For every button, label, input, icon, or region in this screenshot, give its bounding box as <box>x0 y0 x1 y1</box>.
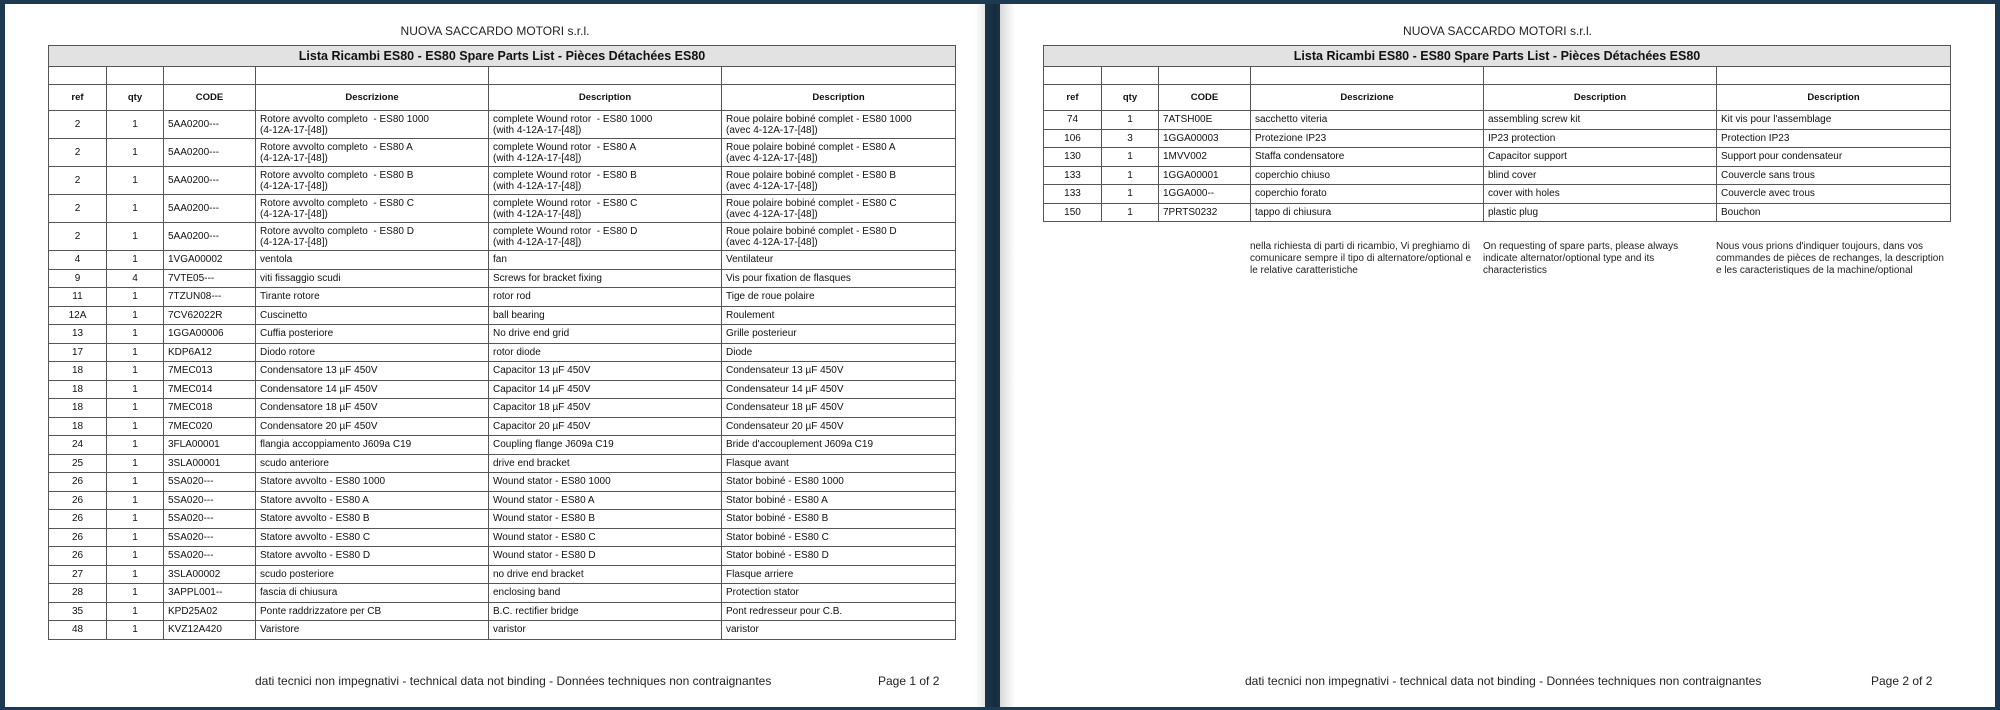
page-number: Page 2 of 2 <box>1871 674 1933 688</box>
qty-cell: 1 <box>107 325 164 344</box>
code-cell: 7MEC018 <box>164 399 256 418</box>
code-cell: 1GGA00001 <box>1159 166 1251 185</box>
table-row <box>49 436 956 455</box>
table-row <box>49 491 956 510</box>
ref-cell: 13 <box>49 325 107 344</box>
qty-cell: 1 <box>1102 148 1159 167</box>
qty-cell: 4 <box>107 269 164 288</box>
descrizione-cell: Rotore avvolto completo - ES80 B (4-12A-17-[48]) <box>256 167 489 195</box>
description-en-cell: rotor diode <box>489 343 722 362</box>
table-row <box>49 195 956 223</box>
qty-cell: 1 <box>107 602 164 621</box>
company-name: NUOVA SACCARDO MOTORI s.r.l. <box>400 24 590 38</box>
descrizione-cell: Statore avvolto - ES80 A <box>256 491 489 510</box>
qty-cell: 1 <box>107 454 164 473</box>
description-en-cell: varistor <box>489 621 722 640</box>
qty-cell: 1 <box>107 251 164 270</box>
qty-cell: 1 <box>107 565 164 584</box>
description-fr-cell: Roue polaire bobiné complet - ES80 D (avec 4-12A-17-[48]) <box>722 223 956 251</box>
col-header-description-fr: Description <box>722 85 956 111</box>
table-row <box>49 362 956 381</box>
description-en-cell: assembling screw kit <box>1484 111 1717 130</box>
code-cell: KPD25A02 <box>164 602 256 621</box>
qty-cell: 1 <box>1102 111 1159 130</box>
description-fr-cell: Bouchon <box>1717 203 1951 222</box>
descrizione-cell: Rotore avvolto completo - ES80 D (4-12A-17-[48]) <box>256 223 489 251</box>
description-fr-cell: Ventilateur <box>722 251 956 270</box>
code-cell: 1MVV002 <box>1159 148 1251 167</box>
qty-cell: 1 <box>107 139 164 167</box>
description-en-cell: complete Wound rotor - ES80 A (with 4-12A-17-[48]) <box>489 139 722 167</box>
description-en-cell: Capacitor support <box>1484 148 1717 167</box>
description-en-cell: B.C. rectifier bridge <box>489 602 722 621</box>
descrizione-cell: Statore avvolto - ES80 D <box>256 547 489 566</box>
descrizione-cell: Tirante rotore <box>256 288 489 307</box>
ref-cell: 26 <box>49 491 107 510</box>
table-row <box>49 343 956 362</box>
ref-cell: 2 <box>49 223 107 251</box>
description-fr-cell: Grille posterieur <box>722 325 956 344</box>
ref-cell: 130 <box>1044 148 1102 167</box>
description-fr-cell: Diode <box>722 343 956 362</box>
descrizione-cell: Varistore <box>256 621 489 640</box>
ref-cell: 18 <box>49 362 107 381</box>
descrizione-cell: Diodo rotore <box>256 343 489 362</box>
col-header-ref: ref <box>49 85 107 111</box>
code-cell: 5SA020--- <box>164 510 256 529</box>
table-row <box>49 584 956 603</box>
descrizione-cell: Statore avvolto - ES80 B <box>256 510 489 529</box>
description-en-cell: No drive end grid <box>489 325 722 344</box>
col-header-code: CODE <box>1159 85 1251 111</box>
description-en-cell: complete Wound rotor - ES80 D (with 4-12A-17-[48]) <box>489 223 722 251</box>
qty-cell: 1 <box>107 417 164 436</box>
code-cell: 5AA0200--- <box>164 139 256 167</box>
code-cell: 7ATSH00E <box>1159 111 1251 130</box>
table-row <box>1044 166 1951 185</box>
description-en-cell: ball bearing <box>489 306 722 325</box>
description-en-cell: plastic plug <box>1484 203 1717 222</box>
description-en-cell: fan <box>489 251 722 270</box>
table-row <box>49 399 956 418</box>
qty-cell: 3 <box>1102 129 1159 148</box>
table-row <box>49 306 956 325</box>
code-cell: 5SA020--- <box>164 528 256 547</box>
table-row <box>1044 148 1951 167</box>
ref-cell: 18 <box>49 399 107 418</box>
description-en-cell: Wound stator - ES80 C <box>489 528 722 547</box>
code-cell: 3SLA00001 <box>164 454 256 473</box>
col-header-code: CODE <box>164 85 256 111</box>
description-en-cell: rotor rod <box>489 288 722 307</box>
qty-cell: 1 <box>107 167 164 195</box>
description-fr-cell: Condensateur 18 µF 450V <box>722 399 956 418</box>
qty-cell: 1 <box>107 362 164 381</box>
spare-parts-table <box>1043 45 1951 222</box>
description-en-cell: complete Wound rotor - ES80 C (with 4-12A-17-[48]) <box>489 195 722 223</box>
table-title: Lista Ricambi ES80 - ES80 Spare Parts List - Pièces Détachées ES80 <box>49 46 956 67</box>
description-en-cell: Wound stator - ES80 A <box>489 491 722 510</box>
table-header-row <box>49 85 956 111</box>
description-en-cell: Capacitor 18 µF 450V <box>489 399 722 418</box>
ref-cell: 2 <box>49 139 107 167</box>
ref-cell: 26 <box>49 547 107 566</box>
description-en-cell: cover with holes <box>1484 185 1717 204</box>
descrizione-cell: Rotore avvolto completo - ES80 C (4-12A-17-[48]) <box>256 195 489 223</box>
qty-cell: 1 <box>107 195 164 223</box>
document-page-1 <box>5 4 985 707</box>
descrizione-cell: ventola <box>256 251 489 270</box>
spare-parts-table <box>48 45 956 640</box>
table-title: Lista Ricambi ES80 - ES80 Spare Parts List - Pièces Détachées ES80 <box>1044 46 1951 67</box>
table-row <box>49 325 956 344</box>
description-fr-cell: Roue polaire bobiné complet - ES80 B (avec 4-12A-17-[48]) <box>722 167 956 195</box>
code-cell: 7VTE05--- <box>164 269 256 288</box>
ref-cell: 4 <box>49 251 107 270</box>
ref-cell: 12A <box>49 306 107 325</box>
footer-disclaimer: dati tecnici non impegnativi - technical data not binding - Données techniques non contraignantes <box>255 674 772 688</box>
table-row <box>49 621 956 640</box>
descrizione-cell: coperchio chiuso <box>1251 166 1484 185</box>
descrizione-cell: Condensatore 14 µF 450V <box>256 380 489 399</box>
table-row <box>49 417 956 436</box>
descrizione-cell: Ponte raddrizzatore per CB <box>256 602 489 621</box>
description-fr-cell: Couvercle avec trous <box>1717 185 1951 204</box>
code-cell: 5AA0200--- <box>164 195 256 223</box>
description-fr-cell: Stator bobiné - ES80 B <box>722 510 956 529</box>
descrizione-cell: Statore avvolto - ES80 C <box>256 528 489 547</box>
ref-cell: 2 <box>49 167 107 195</box>
ref-cell: 24 <box>49 436 107 455</box>
description-fr-cell: Vis pour fixation de flasques <box>722 269 956 288</box>
code-cell: 1GGA00003 <box>1159 129 1251 148</box>
col-header-description-en: Description <box>489 85 722 111</box>
descrizione-cell: Condensatore 18 µF 450V <box>256 399 489 418</box>
ref-cell: 2 <box>49 195 107 223</box>
table-header-row <box>1044 85 1951 111</box>
table-row <box>49 528 956 547</box>
description-fr-cell: Roulement <box>722 306 956 325</box>
description-en-cell: blind cover <box>1484 166 1717 185</box>
table-row <box>1044 129 1951 148</box>
ref-cell: 26 <box>49 528 107 547</box>
description-fr-cell: Flasque arriere <box>722 565 956 584</box>
ref-cell: 150 <box>1044 203 1102 222</box>
code-cell: 7PRTS0232 <box>1159 203 1251 222</box>
descrizione-cell: Protezione IP23 <box>1251 129 1484 148</box>
code-cell: KDP6A12 <box>164 343 256 362</box>
note-italian: nella richiesta di parti di ricambio, Vi preghiamo di comunicare sempre il tipo di alternatore/optional e le relative caratteristiche <box>1250 241 1472 276</box>
description-fr-cell: Roue polaire bobiné complet - ES80 A (avec 4-12A-17-[48]) <box>722 139 956 167</box>
descrizione-cell: Cuffia posteriore <box>256 325 489 344</box>
description-fr-cell: Condensateur 20 µF 450V <box>722 417 956 436</box>
descrizione-cell: Rotore avvolto completo - ES80 1000 (4-12A-17-[48]) <box>256 111 489 139</box>
qty-cell: 1 <box>1102 203 1159 222</box>
col-header-descrizione: Descrizione <box>256 85 489 111</box>
table-row <box>49 167 956 195</box>
description-fr-cell: Condensateur 13 µF 450V <box>722 362 956 381</box>
description-en-cell: IP23 protection <box>1484 129 1717 148</box>
description-fr-cell: Protection stator <box>722 584 956 603</box>
table-row <box>1044 111 1951 130</box>
descrizione-cell: tappo di chiusura <box>1251 203 1484 222</box>
descrizione-cell: sacchetto viteria <box>1251 111 1484 130</box>
table-row <box>49 139 956 167</box>
company-name: NUOVA SACCARDO MOTORI s.r.l. <box>1403 24 1592 38</box>
description-fr-cell: Stator bobiné - ES80 C <box>722 528 956 547</box>
description-fr-cell: Roue polaire bobiné complet - ES80 C (avec 4-12A-17-[48]) <box>722 195 956 223</box>
description-fr-cell: Kit vis pour l'assemblage <box>1717 111 1951 130</box>
code-cell: 3SLA00002 <box>164 565 256 584</box>
descrizione-cell: flangia accoppiamento J609a C19 <box>256 436 489 455</box>
descrizione-cell: Condensatore 20 µF 450V <box>256 417 489 436</box>
description-en-cell: Wound stator - ES80 D <box>489 547 722 566</box>
code-cell: 5SA020--- <box>164 491 256 510</box>
col-header-qty: qty <box>1102 85 1159 111</box>
table-row <box>49 380 956 399</box>
table-row <box>49 223 956 251</box>
description-en-cell: Capacitor 13 µF 450V <box>489 362 722 381</box>
code-cell: KVZ12A420 <box>164 621 256 640</box>
description-en-cell: Capacitor 14 µF 450V <box>489 380 722 399</box>
description-fr-cell: Bride d'accouplement J609a C19 <box>722 436 956 455</box>
description-fr-cell: Support pour condensateur <box>1717 148 1951 167</box>
col-header-qty: qty <box>107 85 164 111</box>
description-en-cell: no drive end bracket <box>489 565 722 584</box>
description-fr-cell: Stator bobiné - ES80 A <box>722 491 956 510</box>
ref-cell: 26 <box>49 473 107 492</box>
table-row <box>49 510 956 529</box>
ref-cell: 35 <box>49 602 107 621</box>
ref-cell: 133 <box>1044 185 1102 204</box>
table-row <box>1044 185 1951 204</box>
qty-cell: 1 <box>1102 185 1159 204</box>
qty-cell: 1 <box>107 380 164 399</box>
page-number: Page 1 of 2 <box>878 674 940 688</box>
code-cell: 5AA0200--- <box>164 223 256 251</box>
note-english: On requesting of spare parts, please always indicate alternator/optional type and its characteristics <box>1483 241 1679 276</box>
ref-cell: 26 <box>49 510 107 529</box>
table-row <box>49 288 956 307</box>
col-header-description-fr: Description <box>1717 85 1951 111</box>
table-row <box>49 602 956 621</box>
description-fr-cell: varistor <box>722 621 956 640</box>
qty-cell: 1 <box>107 223 164 251</box>
qty-cell: 1 <box>107 491 164 510</box>
qty-cell: 1 <box>107 621 164 640</box>
ref-cell: 18 <box>49 380 107 399</box>
ref-cell: 17 <box>49 343 107 362</box>
code-cell: 7MEC013 <box>164 362 256 381</box>
description-en-cell: Wound stator - ES80 B <box>489 510 722 529</box>
qty-cell: 1 <box>107 528 164 547</box>
descrizione-cell: scudo anteriore <box>256 454 489 473</box>
description-fr-cell: Condensateur 14 µF 450V <box>722 380 956 399</box>
ref-cell: 74 <box>1044 111 1102 130</box>
description-en-cell: complete Wound rotor - ES80 B (with 4-12A-17-[48]) <box>489 167 722 195</box>
ref-cell: 48 <box>49 621 107 640</box>
note-french: Nous vous prions d'indiquer toujours, dans vos commandes de pièces de rechanges, la description e les caracteristiques de la machine/optional <box>1716 241 1944 276</box>
description-fr-cell: Stator bobiné - ES80 D <box>722 547 956 566</box>
ref-cell: 28 <box>49 584 107 603</box>
description-en-cell: Wound stator - ES80 1000 <box>489 473 722 492</box>
col-header-ref: ref <box>1044 85 1102 111</box>
qty-cell: 1 <box>107 306 164 325</box>
ref-cell: 11 <box>49 288 107 307</box>
description-fr-cell: Pont redresseur pour C.B. <box>722 602 956 621</box>
descrizione-cell: Condensatore 13 µF 450V <box>256 362 489 381</box>
description-fr-cell: Flasque avant <box>722 454 956 473</box>
table-row <box>1044 203 1951 222</box>
ref-cell: 18 <box>49 417 107 436</box>
descrizione-cell: Staffa condensatore <box>1251 148 1484 167</box>
code-cell: 1GGA000-- <box>1159 185 1251 204</box>
descrizione-cell: Rotore avvolto completo - ES80 A (4-12A-17-[48]) <box>256 139 489 167</box>
qty-cell: 1 <box>107 111 164 139</box>
qty-cell: 1 <box>107 584 164 603</box>
ref-cell: 9 <box>49 269 107 288</box>
table-row <box>49 111 956 139</box>
code-cell: 7MEC014 <box>164 380 256 399</box>
ref-cell: 2 <box>49 111 107 139</box>
description-en-cell: Coupling flange J609a C19 <box>489 436 722 455</box>
code-cell: 7MEC020 <box>164 417 256 436</box>
descrizione-cell: Statore avvolto - ES80 1000 <box>256 473 489 492</box>
description-fr-cell: Protection IP23 <box>1717 129 1951 148</box>
description-fr-cell: Stator bobiné - ES80 1000 <box>722 473 956 492</box>
table-row <box>49 547 956 566</box>
descrizione-cell: Cuscinetto <box>256 306 489 325</box>
table-row <box>49 269 956 288</box>
qty-cell: 1 <box>107 436 164 455</box>
description-en-cell: drive end bracket <box>489 454 722 473</box>
description-en-cell: Capacitor 20 µF 450V <box>489 417 722 436</box>
code-cell: 1GGA00006 <box>164 325 256 344</box>
code-cell: 7TZUN08--- <box>164 288 256 307</box>
ref-cell: 25 <box>49 454 107 473</box>
code-cell: 5SA020--- <box>164 547 256 566</box>
code-cell: 3APPL001-- <box>164 584 256 603</box>
descrizione-cell: scudo posteriore <box>256 565 489 584</box>
table-row <box>49 251 956 270</box>
qty-cell: 1 <box>107 399 164 418</box>
description-en-cell: complete Wound rotor - ES80 1000 (with 4-12A-17-[48]) <box>489 111 722 139</box>
qty-cell: 1 <box>1102 166 1159 185</box>
ref-cell: 133 <box>1044 166 1102 185</box>
descrizione-cell: coperchio forato <box>1251 185 1484 204</box>
qty-cell: 1 <box>107 547 164 566</box>
description-fr-cell: Tige de roue polaire <box>722 288 956 307</box>
ref-cell: 106 <box>1044 129 1102 148</box>
ref-cell: 27 <box>49 565 107 584</box>
description-en-cell: Screws for bracket fixing <box>489 269 722 288</box>
descrizione-cell: viti fissaggio scudi <box>256 269 489 288</box>
col-header-description-en: Description <box>1484 85 1717 111</box>
code-cell: 7CV62022R <box>164 306 256 325</box>
description-fr-cell: Roue polaire bobiné complet - ES80 1000 (avec 4-12A-17-[48]) <box>722 111 956 139</box>
qty-cell: 1 <box>107 473 164 492</box>
col-header-descrizione: Descrizione <box>1251 85 1484 111</box>
code-cell: 5AA0200--- <box>164 111 256 139</box>
table-row <box>49 565 956 584</box>
qty-cell: 1 <box>107 510 164 529</box>
table-row <box>49 454 956 473</box>
footer-disclaimer: dati tecnici non impegnativi - technical data not binding - Données techniques non contraignantes <box>1245 674 1762 688</box>
descrizione-cell: fascia di chiusura <box>256 584 489 603</box>
qty-cell: 1 <box>107 343 164 362</box>
qty-cell: 1 <box>107 288 164 307</box>
code-cell: 1VGA00002 <box>164 251 256 270</box>
code-cell: 5SA020--- <box>164 473 256 492</box>
code-cell: 3FLA00001 <box>164 436 256 455</box>
document-page-2 <box>1000 4 1995 707</box>
description-en-cell: enclosing band <box>489 584 722 603</box>
code-cell: 5AA0200--- <box>164 167 256 195</box>
description-fr-cell: Couvercle sans trous <box>1717 166 1951 185</box>
table-row <box>49 473 956 492</box>
